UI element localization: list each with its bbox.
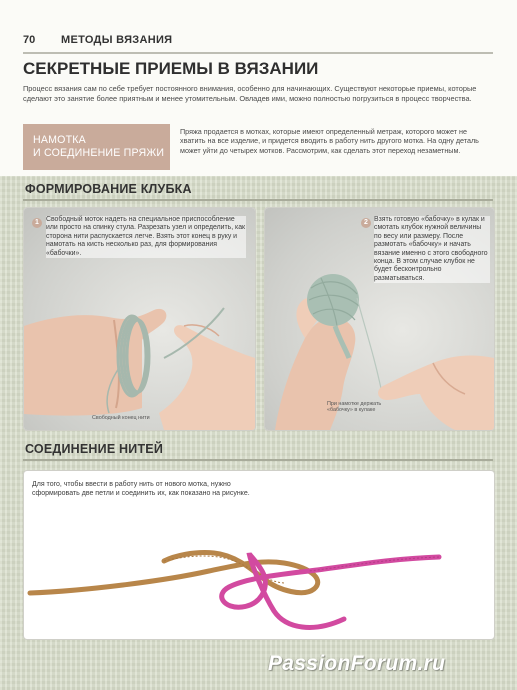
namotka-heading-line1: НАМОТКА <box>33 134 86 146</box>
section-rule <box>23 199 493 201</box>
page-number: 70 <box>23 34 36 46</box>
step1-panel <box>23 207 256 431</box>
header-rule <box>23 52 493 54</box>
section-title-soedinenie: СОЕДИНЕНИЕ НИТЕЙ <box>25 442 164 456</box>
knot-text: Для того, чтобы ввести в работу нить от нового мотка, нужно сформировать две петли и соединить их, как показано на рисунке. <box>32 481 250 497</box>
namotka-heading-line2: И СОЕДИНЕНИЕ ПРЯЖИ <box>33 147 165 159</box>
section-rule <box>23 459 493 461</box>
knot-panel <box>23 470 495 640</box>
section-title-formirovanie: ФОРМИРОВАНИЕ КЛУБКА <box>25 182 192 196</box>
step2-caption: При намотке держать «бабочку» в кулаке <box>327 401 382 414</box>
chapter-title: МЕТОДЫ ВЯЗАНИЯ <box>61 34 173 46</box>
step1-number-badge: 1 <box>32 218 42 228</box>
page-header <box>23 34 493 50</box>
namotka-box <box>23 124 170 170</box>
step1-text: Свободный моток надеть на специальное приспособление или просто на спинку стула. Разрезать узел и определить, как сторона нити распускается легче. Взять этот конец в руку и намотать на кисть несколько раз, для формирования «бабочки». <box>46 216 246 257</box>
step1-caption: Свободный конец нити <box>92 415 150 421</box>
page-title: СЕКРЕТНЫЕ ПРИЕМЫ В ВЯЗАНИИ <box>23 59 319 78</box>
namotka-paragraph: Пряжа продается в мотках, которые имеют определенный метраж, которого может не хватить на все изделие, и придется вводить в работу нить другого мотка. На одну деталь может уйти до четырех мотков. Рассмотрим, как сделать этот переход незаметным. <box>180 127 479 155</box>
intro-paragraph: Процесс вязания сам по себе требует постоянного внимания, особенно для начинающих. Существуют некоторые приемы, которые сделают это занятие более приятным и менее утомительным. Овладев ими, можно полностью погрузиться в процесс творчества. <box>23 84 477 103</box>
step2-panel <box>264 207 495 431</box>
step2-text: Взять готовую «бабочку» в кулак и смотать клубок нужной величины по весу или размеру. После размотать «бабочку» и начать вязание именно с этого свободного конца. В этом случае клубок не будет бесконтрольно разматываться. <box>374 216 490 283</box>
watermark: PassionForum.ru <box>268 652 446 675</box>
step2-number-badge: 2 <box>361 218 371 228</box>
knot-illustration <box>24 471 494 639</box>
